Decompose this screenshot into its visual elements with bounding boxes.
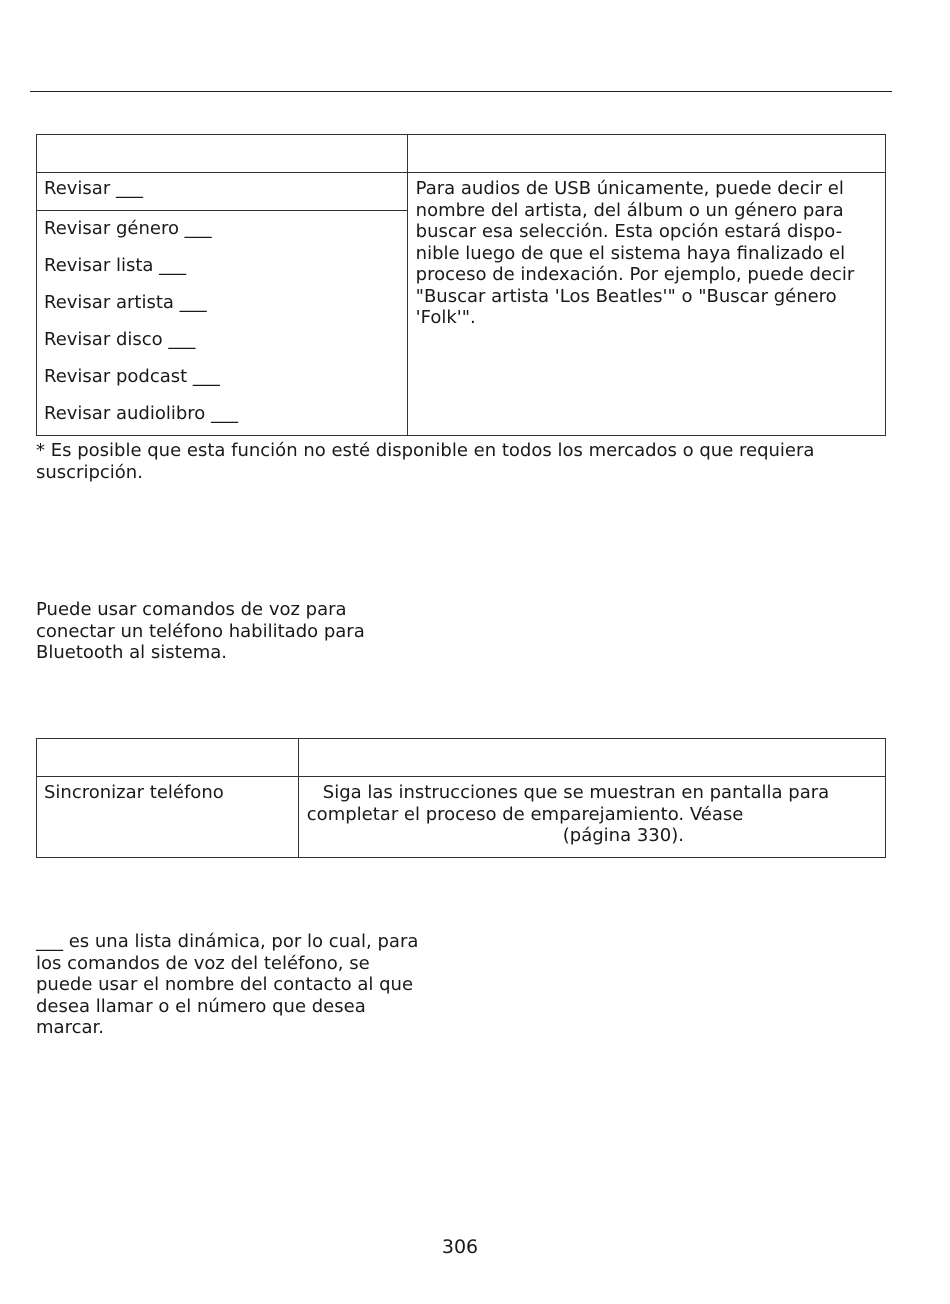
description-line: 'Folk'". bbox=[415, 307, 476, 328]
page-number: 306 bbox=[441, 1236, 479, 1258]
paragraph-line: Puede usar comandos de voz para bbox=[36, 599, 347, 620]
command-item: Revisar disco ___ bbox=[44, 329, 196, 350]
bluetooth-paragraph bbox=[36, 599, 416, 664]
description-line: buscar esa selección. Esta opción estará dispo- bbox=[415, 221, 843, 242]
description-cell bbox=[407, 173, 885, 436]
description-line: proceso de indexación. Por ejemplo, puede decir bbox=[415, 264, 855, 285]
description-line: nible luego de que el sistema haya finalizado el bbox=[415, 242, 846, 264]
voice-commands-table-phone bbox=[36, 738, 886, 858]
command-list-cell bbox=[37, 211, 408, 436]
command-item: Revisar podcast ___ bbox=[44, 366, 220, 387]
description-line: Siga las instrucciones que se muestran en pantalla para bbox=[322, 782, 830, 803]
paragraph-line: desea llamar o el número que desea bbox=[36, 995, 366, 1017]
description-line: "Buscar artista 'Los Beatles'" o "Buscar género bbox=[415, 285, 837, 307]
description-line: completar el proceso de emparejamiento. Véase bbox=[306, 803, 744, 825]
table-row bbox=[37, 173, 886, 211]
command-cell: Revisar ___ bbox=[37, 173, 408, 211]
footnote-line: * Es posible que esta función no esté disponible en todos los mercados o que requiera bbox=[36, 440, 815, 461]
command-item: Revisar artista ___ bbox=[44, 292, 207, 313]
paragraph-line: Bluetooth al sistema. bbox=[36, 642, 228, 663]
page-reference: (página 330). bbox=[562, 825, 684, 846]
paragraph-line: marcar. bbox=[36, 1017, 104, 1038]
paragraph-line: puede usar el nombre del contacto al que bbox=[36, 974, 414, 995]
command-cell: Sincronizar teléfono bbox=[37, 777, 299, 858]
paragraph-line: conectar un teléfono habilitado para bbox=[36, 620, 365, 642]
header-rule bbox=[30, 91, 892, 92]
command-item: Revisar audiolibro ___ bbox=[44, 403, 239, 424]
table-row bbox=[37, 777, 886, 858]
voice-commands-table-usb bbox=[36, 134, 886, 436]
command-item: Revisar lista ___ bbox=[44, 255, 187, 276]
command-item: Revisar género ___ bbox=[44, 218, 212, 239]
table-header-row bbox=[37, 739, 886, 777]
description-line: Para audios de USB únicamente, puede decir el bbox=[415, 178, 844, 199]
table-header-cell-command bbox=[37, 739, 299, 777]
table-header-cell-command bbox=[37, 135, 408, 173]
dynamic-list-paragraph bbox=[36, 931, 456, 1039]
description-line: nombre del artista, del álbum o un género para bbox=[415, 199, 844, 221]
description-cell bbox=[298, 777, 885, 858]
paragraph-line: ___ es una lista dinámica, por lo cual, para bbox=[36, 931, 419, 952]
table-header-cell-description bbox=[407, 135, 885, 173]
paragraph-line: los comandos de voz del teléfono, se bbox=[36, 952, 370, 974]
table-header-row bbox=[37, 135, 886, 173]
footnote bbox=[36, 440, 886, 483]
footnote-line: suscripción. bbox=[36, 461, 143, 483]
table-header-cell-description bbox=[298, 739, 885, 777]
